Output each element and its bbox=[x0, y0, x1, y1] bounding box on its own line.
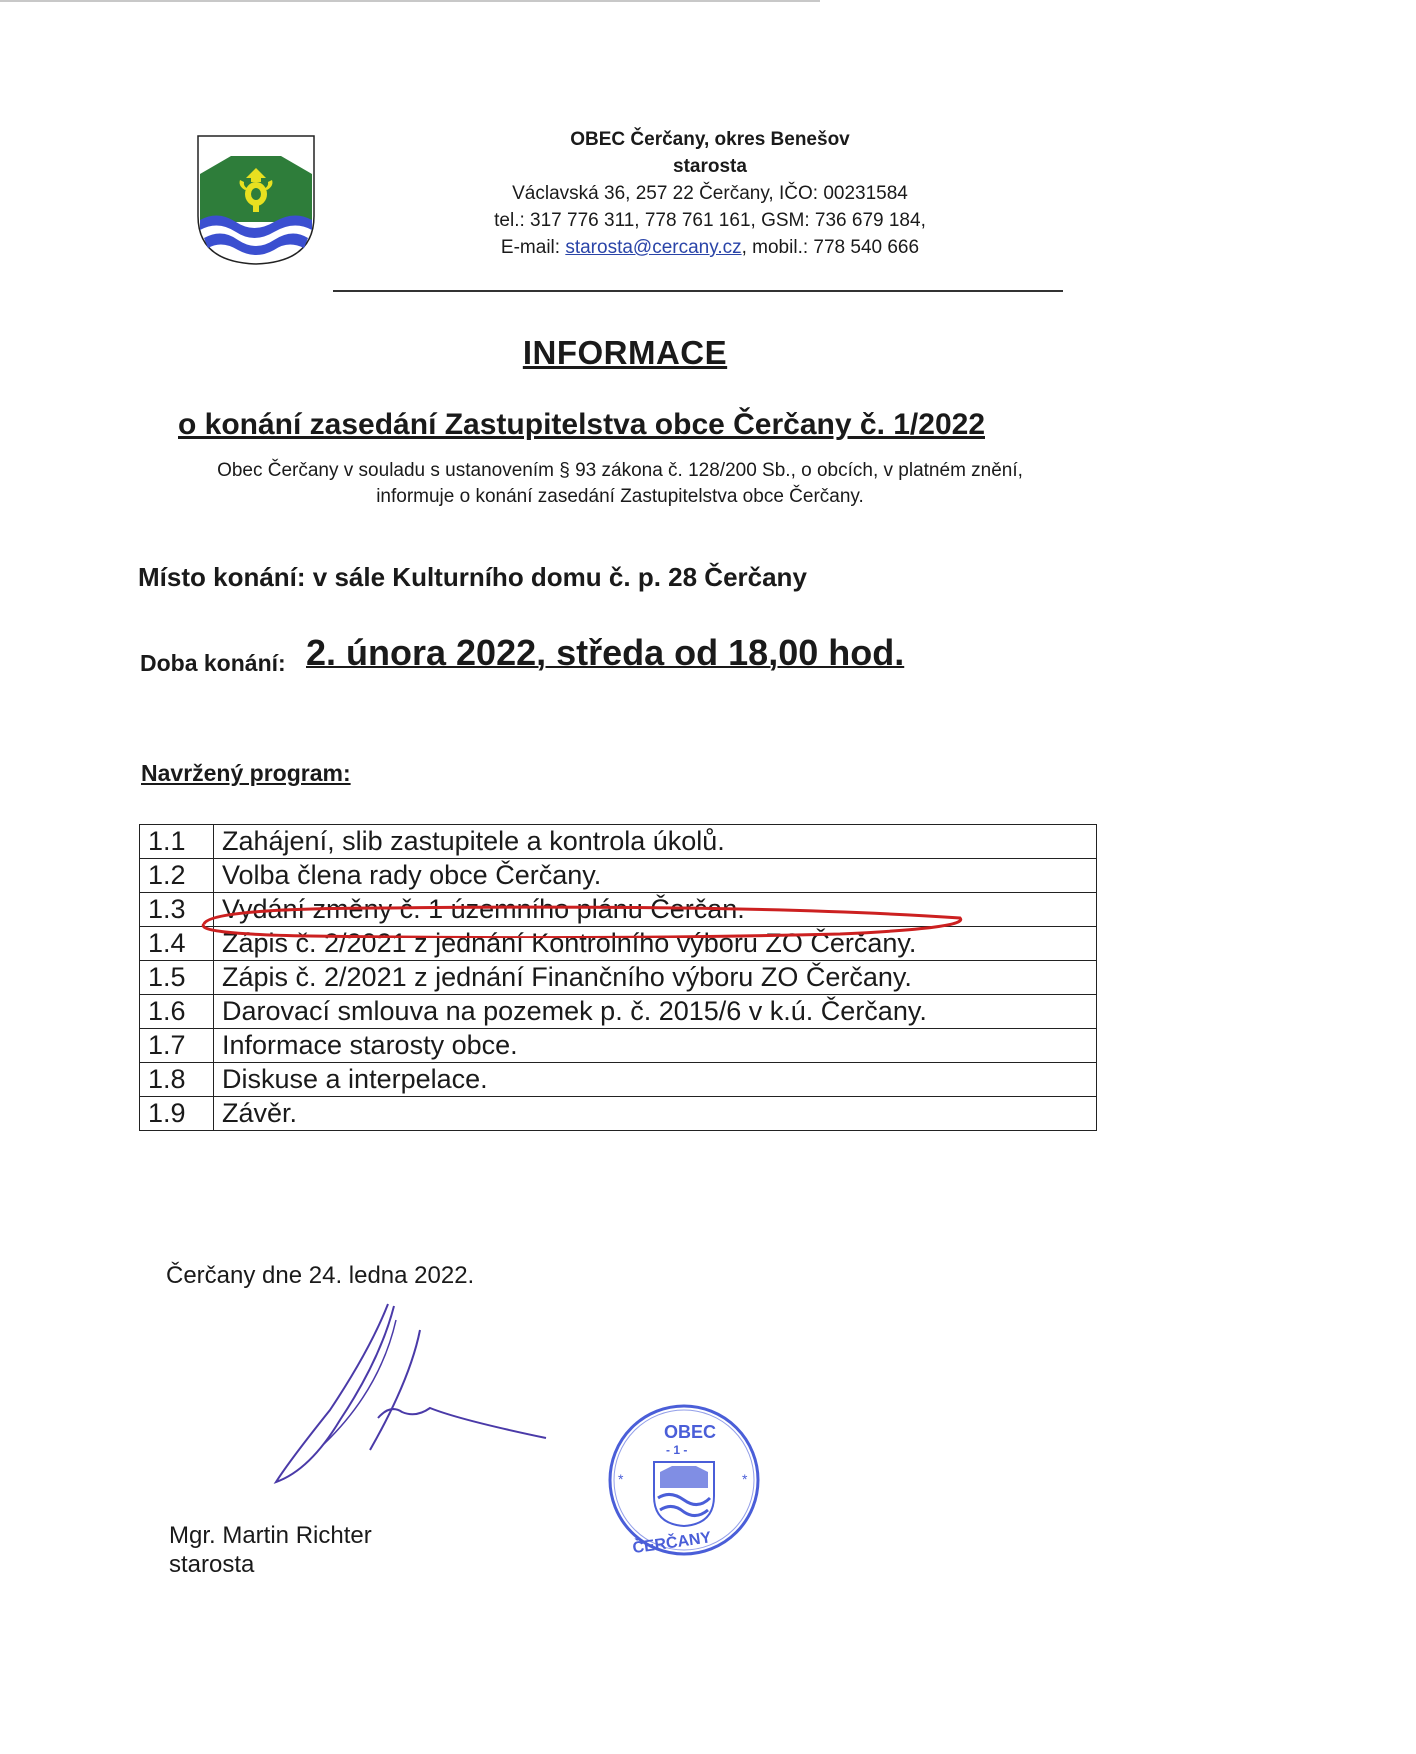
document-subtitle: o konání zasedání Zastupitelstva obce Čerčany č. 1/2022 bbox=[178, 408, 985, 441]
svg-text:*: * bbox=[618, 1471, 624, 1487]
scan-edge-line bbox=[0, 0, 820, 2]
role-line: starosta bbox=[673, 156, 747, 177]
email-prefix: E-mail: bbox=[500, 237, 566, 258]
signer-name: Mgr. Martin Richter bbox=[169, 1522, 372, 1549]
program-table bbox=[139, 824, 1097, 1131]
meeting-place: Místo konání: v sále Kulturního domu č. p. 28 Čerčany bbox=[138, 562, 807, 592]
municipal-crest-icon bbox=[196, 134, 316, 266]
stamp-top-text: OBEC bbox=[664, 1422, 717, 1442]
item-text: Zahájení, slib zastupitele a kontrola úkolů. bbox=[214, 825, 1097, 859]
item-text: Zápis č. 2/2021 z jednání Finančního výboru ZO Čerčany. bbox=[214, 961, 1097, 995]
item-number: 1.5 bbox=[140, 961, 214, 995]
item-text: Darovací smlouva na pozemek p. č. 2015/6 v k.ú. Čerčany. bbox=[214, 995, 1097, 1029]
item-number: 1.3 bbox=[140, 893, 214, 927]
intro-line-2: informuje o konání zasedání Zastupitelstva obce Čerčany. bbox=[376, 486, 864, 507]
signature-mark bbox=[270, 1300, 550, 1490]
program-heading: Navržený program: bbox=[141, 760, 351, 786]
intro-line-1: Obec Čerčany v souladu s ustanovením § 93 zákona č. 128/200 Sb., o obcích, v platném znění, bbox=[217, 460, 1023, 481]
header-divider bbox=[333, 290, 1063, 292]
table-row bbox=[140, 995, 1097, 1029]
table-row bbox=[140, 859, 1097, 893]
phone-line: tel.: 317 776 311, 778 761 161, GSM: 736 679 184, bbox=[494, 210, 926, 231]
table-row bbox=[140, 1063, 1097, 1097]
letterhead bbox=[430, 126, 990, 261]
table-row bbox=[140, 1097, 1097, 1131]
table-row bbox=[140, 825, 1097, 859]
item-text: Vydání změny č. 1 územního plánu Čerčan. bbox=[214, 893, 1097, 927]
item-number: 1.7 bbox=[140, 1029, 214, 1063]
item-number: 1.8 bbox=[140, 1063, 214, 1097]
email-line bbox=[430, 234, 990, 261]
item-text: Informace starosty obce. bbox=[214, 1029, 1097, 1063]
document-title: INFORMACE bbox=[522, 334, 728, 371]
table-row bbox=[140, 1029, 1097, 1063]
mobile-suffix: , mobil.: 778 540 666 bbox=[741, 237, 920, 258]
date-line: Čerčany dne 24. ledna 2022. bbox=[166, 1262, 475, 1289]
meeting-time-value: 2. února 2022, středa od 18,00 hod. bbox=[306, 632, 905, 673]
signer-role: starosta bbox=[169, 1551, 255, 1578]
meeting-time-label: Doba konání: bbox=[140, 650, 286, 676]
item-number: 1.6 bbox=[140, 995, 214, 1029]
email-link[interactable]: starosta@cercany.cz bbox=[565, 237, 742, 258]
item-text: Zápis č. 2/2021 z jednání Kontrolního výboru ZO Čerčany. bbox=[214, 927, 1097, 961]
stamp-number: - 1 - bbox=[666, 1443, 688, 1457]
table-row bbox=[140, 961, 1097, 995]
item-text: Diskuse a interpelace. bbox=[214, 1063, 1097, 1097]
item-number: 1.2 bbox=[140, 859, 214, 893]
official-stamp-icon bbox=[604, 1400, 764, 1560]
address-line: Václavská 36, 257 22 Čerčany, IČO: 00231584 bbox=[512, 183, 908, 204]
intro-paragraph bbox=[170, 458, 1070, 510]
item-number: 1.9 bbox=[140, 1097, 214, 1131]
item-number: 1.4 bbox=[140, 927, 214, 961]
org-line: OBEC Čerčany, okres Benešov bbox=[570, 129, 850, 150]
stamp-bottom-text: ČERČANY bbox=[631, 1529, 713, 1558]
item-text: Volba člena rady obce Čerčany. bbox=[214, 859, 1097, 893]
item-number: 1.1 bbox=[140, 825, 214, 859]
red-highlight-ellipse bbox=[190, 904, 970, 938]
svg-text:*: * bbox=[742, 1471, 748, 1487]
item-text: Závěr. bbox=[214, 1097, 1097, 1131]
